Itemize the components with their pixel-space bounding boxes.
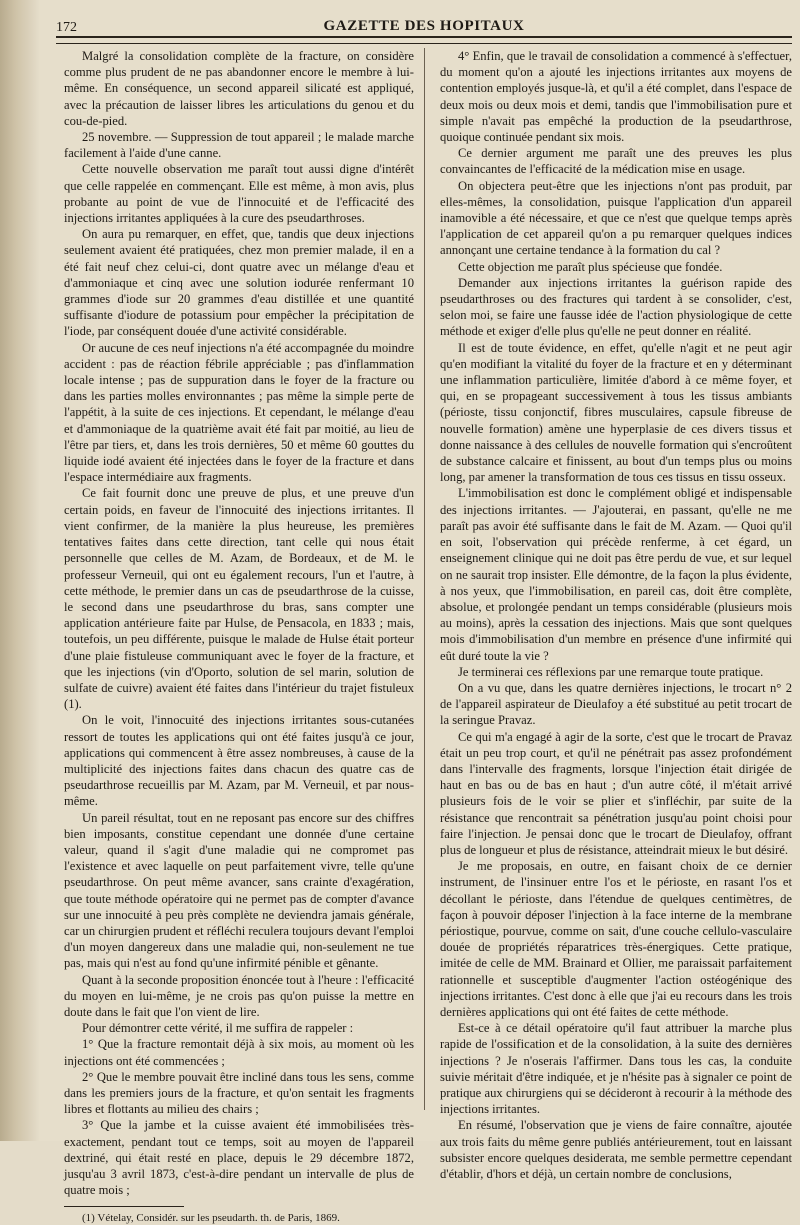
paragraph: 1° Que la fracture remontait déjà à six mois, au moment où les injections ont été commencées ; (64, 1037, 414, 1068)
column-divider (424, 48, 425, 1110)
paragraph: Il est de toute évidence, en effet, qu'elle n'agit et ne peut agir qu'en modifiant la vitalité du foyer de la fracture et en y déterminant une inflammation particulière, limitée d'abord à ce même foyer, et qui, en se propageant successivement à tous les tissus ambiants (périoste, tissu conjonctif, fibres musculaires, capsule fibreuse de nouvelle formation) amène une hyperplasie de ces divers tissus et donne naissance à des cellules de nouvelle formation qui s'encroûtent de substance calcaire et finissent, au bout d'un temps plus ou moins long, par amener la transformation de tous ces tissus en tissu osseux. (440, 340, 792, 485)
paragraph: Quant à la seconde proposition énoncée tout à l'heure : l'efficacité du moyen en lui-même, je ne crois pas qu'on puisse la mettre en doute dans le fait que l'on vient de lire. (64, 972, 414, 1019)
right-column (440, 48, 792, 1182)
paragraph: On aura pu remarquer, en effet, que, tandis que deux injections seulement avaient été pratiquées, chez mon premier malade, il en a été fait neuf chez celui-ci, dont quatre avec un mélange d'eau et d'ammoniaque et cinq avec une solution iodurée renfermant 10 grammes d'iode sur 20 grammes d'eau distillée et une quantité suffisante d'iodure de potassium pour empêcher la précipitation de l'iode, par conséquent douée d'une activité considérable. (64, 227, 414, 339)
paragraph: Je me proposais, en outre, en faisant choix de ce dernier instrument, de l'insinuer entre l'os et le périoste, en rasant l'os et décollant le périoste, dans l'étendue de quelques centimètres, de façon à pouvoir déposer l'injection à la face interne de la membrane périostique, pourvue, comme on sait, d'une couche cellulo-vasculaire douée de propriétés réparatrices très-énergiques. Cette pratique, imitée de celle de MM. Brainard et Ollier, me paraissait parfaitement rationnelle et susceptible d'augmenter l'action ostéogénique des injections irritantes. C'est donc à elle que j'ai eu recours dans les trois dernières applications qui ont été faites de cette méthode. (440, 859, 792, 1019)
paragraph: Je terminerai ces réflexions par une remarque toute pratique. (458, 664, 764, 679)
paragraph: 3° Que la jambe et la cuisse avaient été immobilisées très-exactement, pendant tout ce temps, soit au moyen de l'appareil dextriné, qui était resté en place, depuis le 29 décembre 1872, jusqu'au 3 avril 1873, c'est-à-dire pendant un intervalle de plus de quatre mois ; (64, 1118, 414, 1198)
paragraph: Pour démontrer cette vérité, il me suffira de rappeler : (82, 1021, 354, 1036)
paragraph: Demander aux injections irritantes la guérison rapide des pseudarthroses ou des fractures qui tardent à se consolider, c'est, selon moi, se faire une fausse idée de l'action physiologique de cette méthode et exiger d'elle plus qu'elle ne peut donner en réalité. (440, 275, 792, 339)
paragraph: 4° Enfin, que le travail de consolidation a commencé à s'effectuer, du moment qu'on a ajouté les injections irritantes aux moyens de contention employés jusque-là, et qu'il a été complet, dans l'espace de deux mois ou deux mois et demi, tandis que l'immobilisation pure et simple n'avait pas empêché la production de la pseudarthrose, quoique continuée pendant six mois. (440, 49, 792, 145)
paragraph: 25 novembre. — Suppression de tout appareil ; le malade marche facilement à l'aide d'une canne. (64, 130, 414, 161)
paragraph: Ce dernier argument me paraît une des preuves les plus convaincantes de l'efficacité de la médication mise en usage. (440, 146, 792, 177)
paragraph: On objectera peut-être que les injections n'ont pas produit, par elles-mêmes, la consolidation, puisque l'application d'un appareil inamovible a été nécessaire, et que ce n'est que quelque temps après l'application de cet appareil qu'on a pu remarquer quelques indices annonçant une certaine tendance à la formation du cal ? (440, 178, 792, 258)
paragraph: L'immobilisation est donc le complément obligé et indispensable des injections irritantes. — J'ajouterai, en passant, qu'elle ne me paraît pas avoir été suffisante dans le fait de M. Azam. — Quoi qu'il en soit, l'observation qui précède renferme, à cet égard, un enseignement clinique qui ne doit pas être perdu de vue, et sur lequel on ne saurait trop insister. Elle démontre, de la façon la plus évidente, à nos yeux, que l'immobilisation, en pareil cas, doit être complète, absolue, et prolongée pendant un temps considérable (plusieurs mois au moins), après la cessation des injections. Mais que sont quelques mois d'immobilisation d'un membre en présence d'une infirmité qui eût duré toute la vie ? (440, 486, 792, 663)
footnote-rule (64, 1206, 184, 1207)
paragraph: On a vu que, dans les quatre dernières injections, le trocart n° 2 de l'appareil aspirateur de Dieulafoy a été substitué au petit trocart de la seringue Pravaz. (440, 680, 792, 728)
paragraph: Un pareil résultat, tout en ne reposant pas encore sur des chiffres bien imposants, constitue cependant une donnée d'une certaine valeur, quand il s'agit d'une maladie qui ne compromet pas l'existence et avec laquelle on peut parfaitement vivre, telle qu'une pseudarthrose. On peut même avancer, sans crainte d'exagération, que toute méthode opératoire qui ne permet pas de compter d'avance sur une innocuité à peu près complète ne deviendra jamais générale, car un chirurgien prudent et réfléchi reculera toujours devant l'emploi d'un moyen dangereux dans une maladie qui, non-seulement ne tue pas, mais qui n'est au fond qu'une infirmité pénible et gênante. (64, 810, 414, 971)
paragraph: En résumé, l'observation que je viens de faire connaître, ajoutée aux trois faits du même genre publiés antérieurement, tout en laissant subsister encore quelques desiderata, me semble permettre cependant d'établir, d'hors et déjà, un certain nombre de conclusions, (440, 1118, 792, 1182)
page-binding-shadow (0, 0, 40, 1141)
paragraph: Est-ce à ce détail opératoire qu'il faut attribuer la marche plus rapide de l'ossification et de la consolidation, à la suite des dernières injections ? Je n'oserais l'affirmer. Dans tous les cas, la conduite suivie méritait d'être indiquée, et je n'hésite pas à signaler ce point de pratique aux chirurgiens qui se décideront à recourir à la méthode des injections irritantes. (440, 1021, 792, 1117)
paragraph: Or aucune de ces neuf injections n'a été accompagnée du moindre accident : pas de réaction fébrile appréciable ; pas d'inflammation locale intense ; pas de suppuration dans le foyer de la fracture ou dans les parties molles environnantes ; pas même la simple perte de l'appétit, à la suite de ces injections. Et cependant, le mélange d'eau et d'ammoniaque de la quatrième avait été fait par moitié, au lieu de l'être par tiers, et, dans les trois dernières, 50 et même 60 gouttes du liquide iodé avaient été injectées dans le foyer de la fracture et dans l'espace intermédiaire aux fragments. (64, 340, 414, 485)
left-column (64, 48, 414, 1225)
paragraph: Malgré la consolidation complète de la fracture, on considère comme plus prudent de ne pas abandonner encore le membre à lui-même. En conséquence, un second appareil silicaté est appliqué, avec la précaution de laisser libres les articulations du genou et du cou-de-pied. (64, 49, 414, 128)
paragraph: Cette nouvelle observation me paraît tout aussi digne d'intérêt que celle rappelée en commençant. Elle est même, à mon avis, plus probante au point de vue de l'innocuité et de l'efficacité des injections irritantes appliquées à la cure des pseudarthroses. (64, 162, 414, 226)
paragraph: On le voit, l'innocuité des injections irritantes sous-cutanées ressort de toutes les applications qui ont été faites jusqu'à ce jour, applications qui commencent à être assez nombreuses, à cause de la multiplicité des injections faites dans chacun des quatre cas de pseudarthrose recueillis par M. Azam, par M. Verneuil, et par nous-même. (64, 713, 414, 809)
header-rule (56, 36, 792, 44)
paragraph: Ce qui m'a engagé à agir de la sorte, c'est que le trocart de Pravaz était un peu trop court, et qu'il ne pénétrait pas assez profondément dans l'intervalle des fragments, lorsque l'injection était dirigée de haut en bas ou de bas en haut ; d'un autre côté, il m'était arrivé plusieurs fois de le voir se plier et s'infléchir, par suite de la résistance que rencontrait sa pénétration jusqu'au point choisi pour faire l'injection. Je pensai donc que le trocart de Dieulafoy, offrant plus de longueur et plus de résistance, atteindrait mieux le but désiré. (440, 729, 792, 857)
paragraph: Ce fait fournit donc une preuve de plus, et une preuve d'un certain poids, en faveur de l'innocuité des injections irritantes. Il vient confirmer, de la manière la plus heureuse, les premières tentatives faites dans cette direction, tant celle qui nous était personnelle que celles de M. Azam, de Bordeaux, et de M. le professeur Verneuil, qui ont eu également recours, l'un et l'autre, à cette méthode, le premier dans un cas de pseudarthrose de la cuisse, le second dans une pseudarthrose du bras, sans compter une application antérieure faite par Hulse, de Pensacola, en 1833 ; mais, toutefois, un peu différente, puisque le malade de Hulse était porteur d'une plaie fistuleuse communiquant avec le foyer de la fracture, et que les injections (vin d'Oporto, solution de sel marin, solution de sulfate de cuivre) avaient été faites dans l'intérieur du trajet fistuleux (1). (64, 486, 414, 712)
paragraph: 2° Que le membre pouvait être incliné dans tous les sens, comme dans les premiers jours de la fracture, et qu'on sentait les fragments libres et flottants au milieu des chairs ; (64, 1069, 414, 1117)
footnote: (1) Vételay, Considér. sur les pseudarth. th. de Paris, 1869. (82, 1212, 340, 1225)
page-number: 172 (56, 20, 77, 35)
paragraph: Cette objection me paraît plus spécieuse que fondée. (458, 259, 723, 274)
journal-title: GAZETTE DES HOPITAUX (323, 18, 525, 34)
